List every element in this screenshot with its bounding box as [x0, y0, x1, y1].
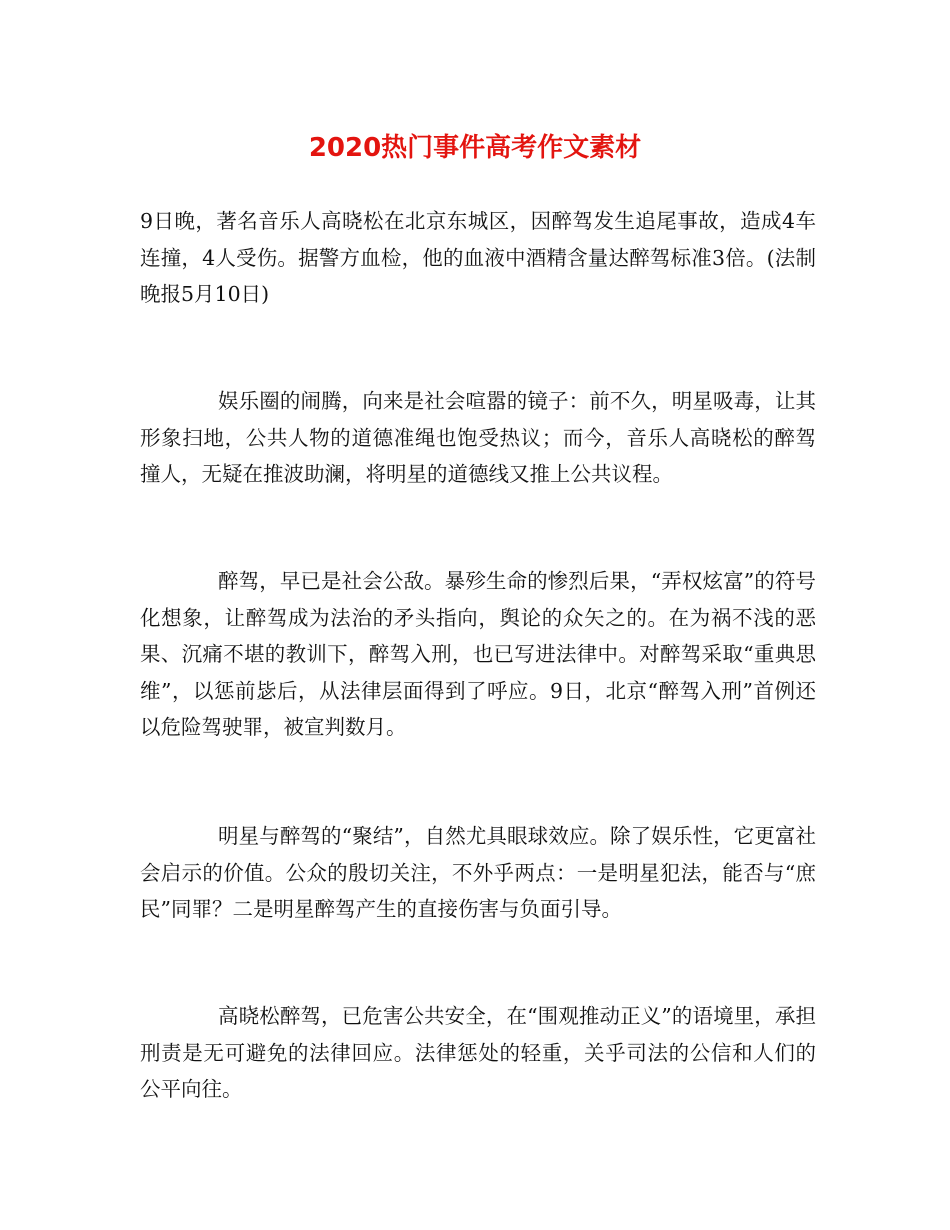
paragraph-drunk-driving-enemy: 醉驾，早已是社会公敌。暴殄生命的惨烈后果，“弄权炫富”的符号化想象，让醉驾成为法治的矛头指向，舆论的众矢之的。在为祸不浅的恶果、沉痛不堪的教训下，醉驾入刑，也已写进法律中。对醉驾采取“重典思维”，以惩前毖后，从法律层面得到了呼应。9日，北京“醉驾入刑”首例还以危险驾驶罪，被宣判数月。 [140, 569, 816, 739]
document-title: 2020热门事件高考作文素材 [308, 133, 642, 163]
paragraph-news-summary: 9日晚，著名音乐人高晓松在北京东城区，因醉驾发生追尾事故，造成4车连撞，4人受伤。据警方血检，他的血液中酒精含量达醉驾标准3倍。(法制晚报5月10日) [140, 209, 816, 306]
paragraph-legal-response: 高晓松醉驾，已危害公共安全，在“围观推动正义”的语境里，承担刑责是无可避免的法律回应。法律惩处的轻重，关乎司法的公信和人们的公平向往。 [140, 1004, 816, 1101]
paragraph-celebrity-effect: 明星与醉驾的“聚结”，自然尤具眼球效应。除了娱乐性，它更富社会启示的价值。公众的殷切关注，不外乎两点：一是明星犯法，能否与“庶民”同罪？二是明星醉驾产生的直接伤害与负面引导。 [140, 824, 816, 921]
paragraph-entertainment-mirror: 娱乐圈的闹腾，向来是社会喧嚣的镜子：前不久，明星吸毒，让其形象扫地，公共人物的道德准绳也饱受热议；而今，音乐人高晓松的醉驾撞人，无疑在推波助澜，将明星的道德线又推上公共议程。 [140, 389, 816, 486]
